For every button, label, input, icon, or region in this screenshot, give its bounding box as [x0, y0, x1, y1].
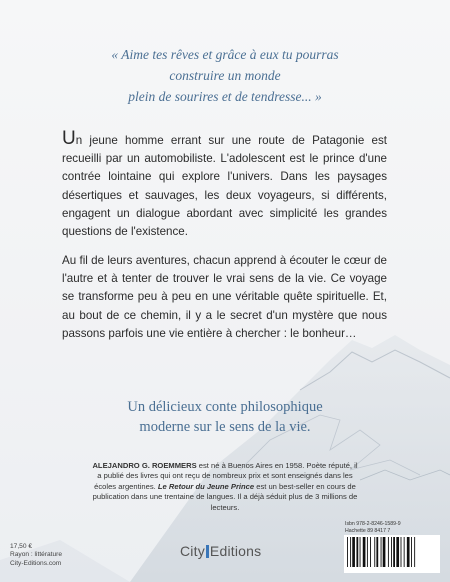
website: City-Editions.com — [10, 559, 62, 567]
bio-text: est un best-seller en cours de publication dans une trentaine de langues. Il a déjà séduit plus de 3 millions de lecteurs. — [92, 481, 358, 512]
logo-text: City — [180, 543, 205, 559]
summary-paragraph-1 — [62, 128, 387, 241]
author-bio — [90, 461, 360, 513]
barcode-icon — [344, 535, 440, 573]
publisher-logo — [180, 543, 261, 559]
tagline — [60, 397, 390, 437]
logo-bar-icon — [206, 545, 209, 558]
quote-line: construire un monde — [169, 68, 281, 83]
paragraph-text: n jeune homme errant sur une route de Patagonie est recueilli par un automobiliste. L'adolescent est le prince d'une contrée lointaine qui explore l'univers. Dans les paysages désertiques et sauvages, les deux voyageurs, si différents, engagent un dialogue abordant avec simplicité les grandes questions de l'existence. — [62, 134, 387, 239]
shelf-category: Rayon : littérature — [10, 551, 63, 559]
logo-text: Editions — [209, 543, 262, 559]
summary-paragraph-2: Au fil de leurs aventures, chacun apprend à écouter le cœur de l'autre et à tenter de trouver le vrai sens de la vie. Ce voyage se transforme peu à peu en une véritable quête spirituelle. Et, au bout de ce chemin, il y a le secret d'un mystère que nous passons parfois une vie entière à chercher : le bonheur… — [62, 254, 387, 340]
price-block — [10, 543, 62, 568]
price: 17,50 € — [10, 543, 32, 550]
quote-line: plein de sourires et de tendresse... » — [128, 89, 322, 104]
bio-text: est né à Buenos Aires en 1958. Poète réputé, il a publié des livres qui ont reçu de nombreux prix et sont enseignés dans les écoles argentines. — [94, 461, 358, 491]
isbn-info — [345, 521, 441, 534]
quote-line: « Aime tes rêves et grâce à eux tu pourras — [111, 47, 339, 62]
drop-cap: U — [62, 128, 76, 149]
epigraph-quote — [60, 44, 390, 107]
author-name: ALEJANDRO G. ROEMMERS — [92, 461, 197, 470]
hachette-code: Hachette 89 8417 7 — [345, 527, 391, 534]
isbn: Isbn 978-2-8246-1589-9 — [345, 521, 401, 527]
book-title: Le Retour du Jeune Prince — [157, 481, 255, 491]
tagline-line: Un délicieux conte philosophique — [127, 399, 323, 415]
tagline-line: moderne sur le sens de la vie. — [139, 419, 311, 435]
